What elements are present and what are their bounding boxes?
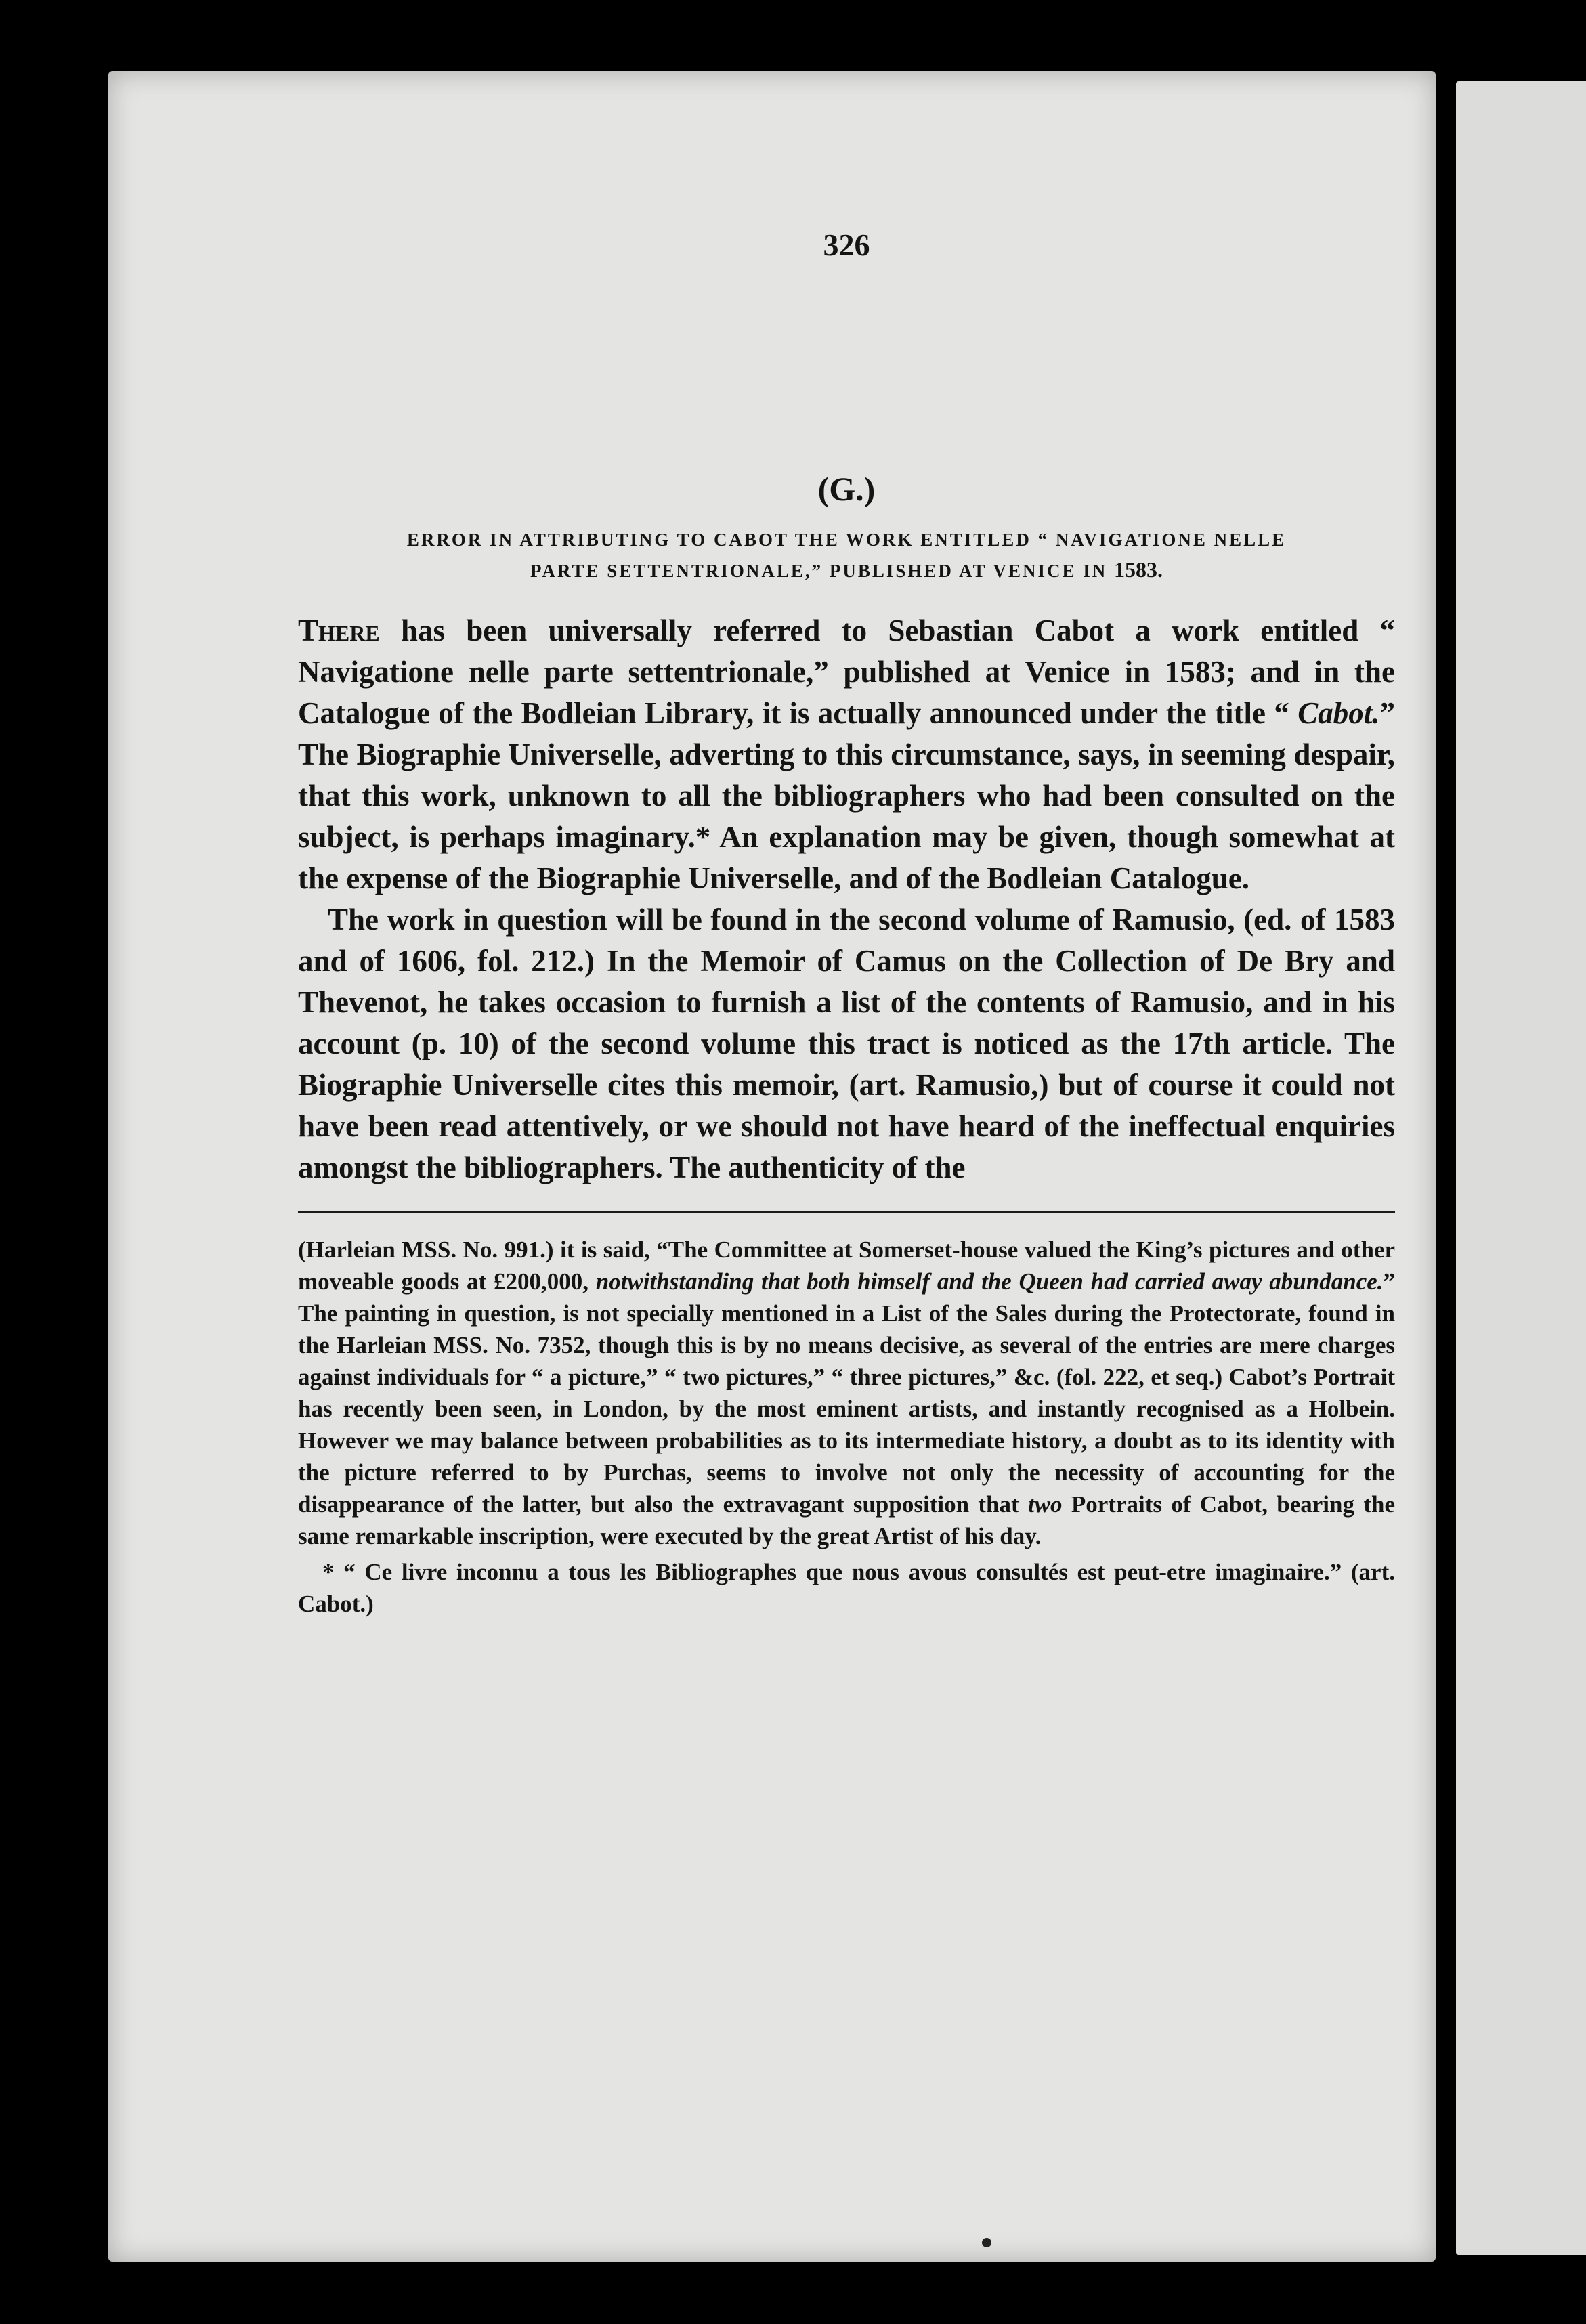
footnote-1-text-b: ” The painting in question, is not specially mentioned in a List of the Sales during the Protectorate, found in the Harleian MSS. No. 7352, though this is by no means decisive, as several of the entries are mere charges against individuals for “ a picture,” “ two pictures,” “ three pictures,” &c. (fol. 222, et seq.) Cabot’s Portrait has recently been seen, in London, by the most eminent artists, and instantly recognised as a Holbein. However we may balance between probabilities as to its intermediate history, a doubt as to its identity with the picture referred to by Purchas, seems to involve not only the necessity of accounting for the disappearance of the latter, but also the extravagant supposition that	[298, 1268, 1396, 1518]
heading-line-2-text: PARTE SETTENTRIONALE,” PUBLISHED AT VENICE IN	[530, 561, 1108, 581]
footnote-rule	[298, 1211, 1395, 1213]
paragraph-1	[298, 610, 1395, 899]
facing-page-edge	[1456, 81, 1586, 2255]
paragraph-2: The work in question will be found in the second volume of Ramusio, (ed. of 1583 and of 1606, fol. 212.) In the Memoir of Camus on the Collection of De Bry and Thevenot, he takes occasion to furnish a list of the contents of Ramusio, and in his account (p. 10) of the second volume this tract is noticed as the 17th article. The Biographie Universelle cites this memoir, (art. Ramusio,) but of course it could not have been read attentively, or we should not have heard of the ineffectual enquiries amongst the bibliographers. The authenticity of the	[298, 903, 1395, 1184]
footnote-2: * “ Ce livre inconnu a tous les Bibliographes que nous avous consultés est peut-etre imaginaire.” (art. Cabot.)	[298, 1559, 1395, 1617]
section-label: (G.)	[817, 470, 876, 508]
footnote-1-italic-2: two	[1027, 1491, 1063, 1518]
footnote-1-text-c: Portraits of Cabot, bearing the same remarkable inscription, were executed by the great Artist of his day.	[298, 1491, 1395, 1549]
footnote-1-text-a: (Harleian MSS. No. 991.) it is said, “The Committee at Somerset-house valued the King’s pictures and other moveable goods at £200,000,	[298, 1236, 1395, 1295]
footnotes	[298, 1234, 1395, 1620]
footnote-1	[298, 1234, 1395, 1552]
heading-year: 1583.	[1114, 557, 1163, 582]
paragraph-1-text-a: has been universally referred to Sebastian Cabot a work entitled “ Navigatione nelle parte settentrionale,” published at Venice in 1583; and in the Catalogue of the Bodleian Library, it is actually announced under the title “	[298, 614, 1395, 730]
page-number: 326	[823, 228, 870, 262]
book-page	[108, 71, 1436, 2262]
heading-line-2	[298, 555, 1395, 586]
ink-speck	[982, 2238, 991, 2247]
page-content	[298, 227, 1395, 1620]
footnote-1-italic: notwithstanding that both himself and the Queen had carried away abundance.	[595, 1268, 1384, 1295]
paragraph-1-lead: There	[298, 614, 380, 647]
heading-line-1: ERROR IN ATTRIBUTING TO CABOT THE WORK ENTITLED “ NAVIGATIONE NELLE	[406, 530, 1287, 550]
paragraph-1-text-b: ” The Biographie Universelle, adverting to this circumstance, says, in seeming despair, that this work, unknown to all the bibliographers who had been consulted on the subject, is perhaps imaginary.* An explanation may be given, though somewhat at the expense of the Biographie Universelle, and of the Bodleian Catalogue.	[298, 696, 1395, 895]
section-heading	[298, 525, 1395, 586]
body-text	[298, 610, 1395, 1188]
paragraph-1-italic: Cabot.	[1298, 696, 1380, 730]
